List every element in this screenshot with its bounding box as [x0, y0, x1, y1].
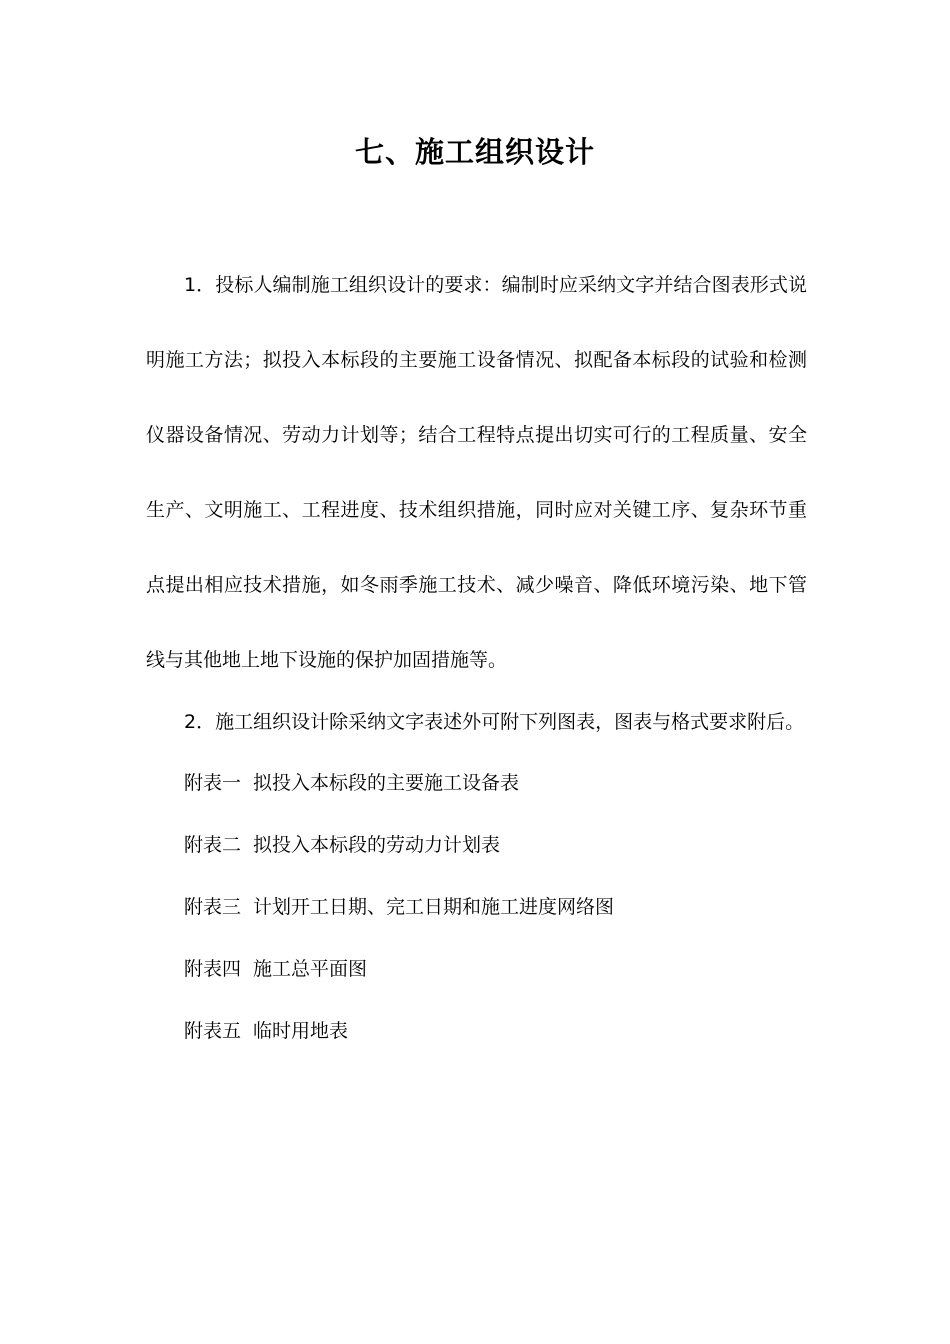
appendix-label: 附表一: [184, 772, 242, 794]
appendix-label: 附表五: [184, 1020, 242, 1042]
appendix-text: 计划开工日期、完工日期和施工进度网络图: [253, 896, 615, 918]
appendix-label: 附表三: [184, 896, 242, 918]
appendix-text: 拟投入本标段的劳动力计划表: [253, 834, 501, 856]
appendix-text: 拟投入本标段的主要施工设备表: [253, 772, 520, 794]
appendix-label: 附表四: [184, 958, 242, 980]
appendix-text: 临时用地表: [253, 1020, 349, 1042]
appendix-text: 施工总平面图: [253, 958, 368, 980]
appendix-item: [184, 891, 614, 923]
appendix-item: [184, 953, 367, 985]
page-title: 七、施工组织设计: [354, 135, 595, 169]
appendix-item: [184, 767, 519, 799]
appendix-item: [184, 1015, 348, 1047]
paragraph-attachments-intro: 2．施工组织设计除采纳文字表述外可附下列图表，图表与格式要求附后。: [184, 711, 805, 733]
paragraph-requirements: 1．投标人编制施工组织设计的要求：编制时应采纳文字并结合图表形式说明施工方法；拟投入本标段的主要施工设备情况、拟配备本标段的试验和检测仪器设备情况、劳动力计划等；结合工程特点提出切实可行的工程质量、安全生产、文明施工、工程进度、技术组织措施，同时应对关键工序、复杂环节重点提出相应技术措施，如冬雨季施工技术、减少噪音、降低环境污染、地下管线与其他地上地下设施的保护加固措施等。: [146, 274, 807, 671]
appendix-item: [184, 829, 500, 861]
appendix-label: 附表二: [184, 834, 242, 856]
